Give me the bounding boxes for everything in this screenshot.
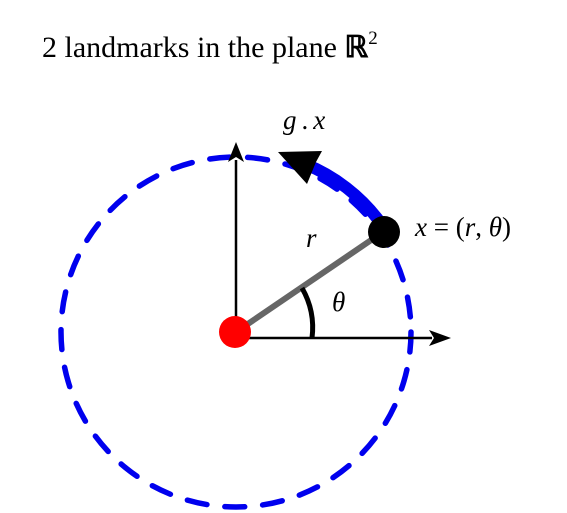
point-coordinates-label [414,212,511,242]
coord-equals: = ( [426,212,465,242]
figure-title [42,28,378,64]
label-g: g [283,105,297,135]
landmark-point [368,216,400,248]
group-action-arc [305,164,380,222]
angle-arc [302,288,313,338]
y-axis-arrowhead-icon [228,142,244,162]
x-axis-arrowhead-icon [429,330,451,346]
title-superscript: 2 [368,28,378,49]
label-x: x [313,105,326,135]
radius-label: r [306,223,317,253]
coord-r: r [464,212,476,242]
angle-label: θ [332,287,346,317]
label-dot: . [301,105,309,135]
title-symbol: ℝ [344,31,369,64]
title-text: 2 landmarks in the plane [42,31,345,64]
coord-close: ) [501,212,511,242]
origin-point [219,316,251,348]
group-action-label [283,105,325,135]
coord-theta: θ [488,212,502,242]
coord-comma: , [475,212,489,242]
coord-x: x [415,212,427,242]
